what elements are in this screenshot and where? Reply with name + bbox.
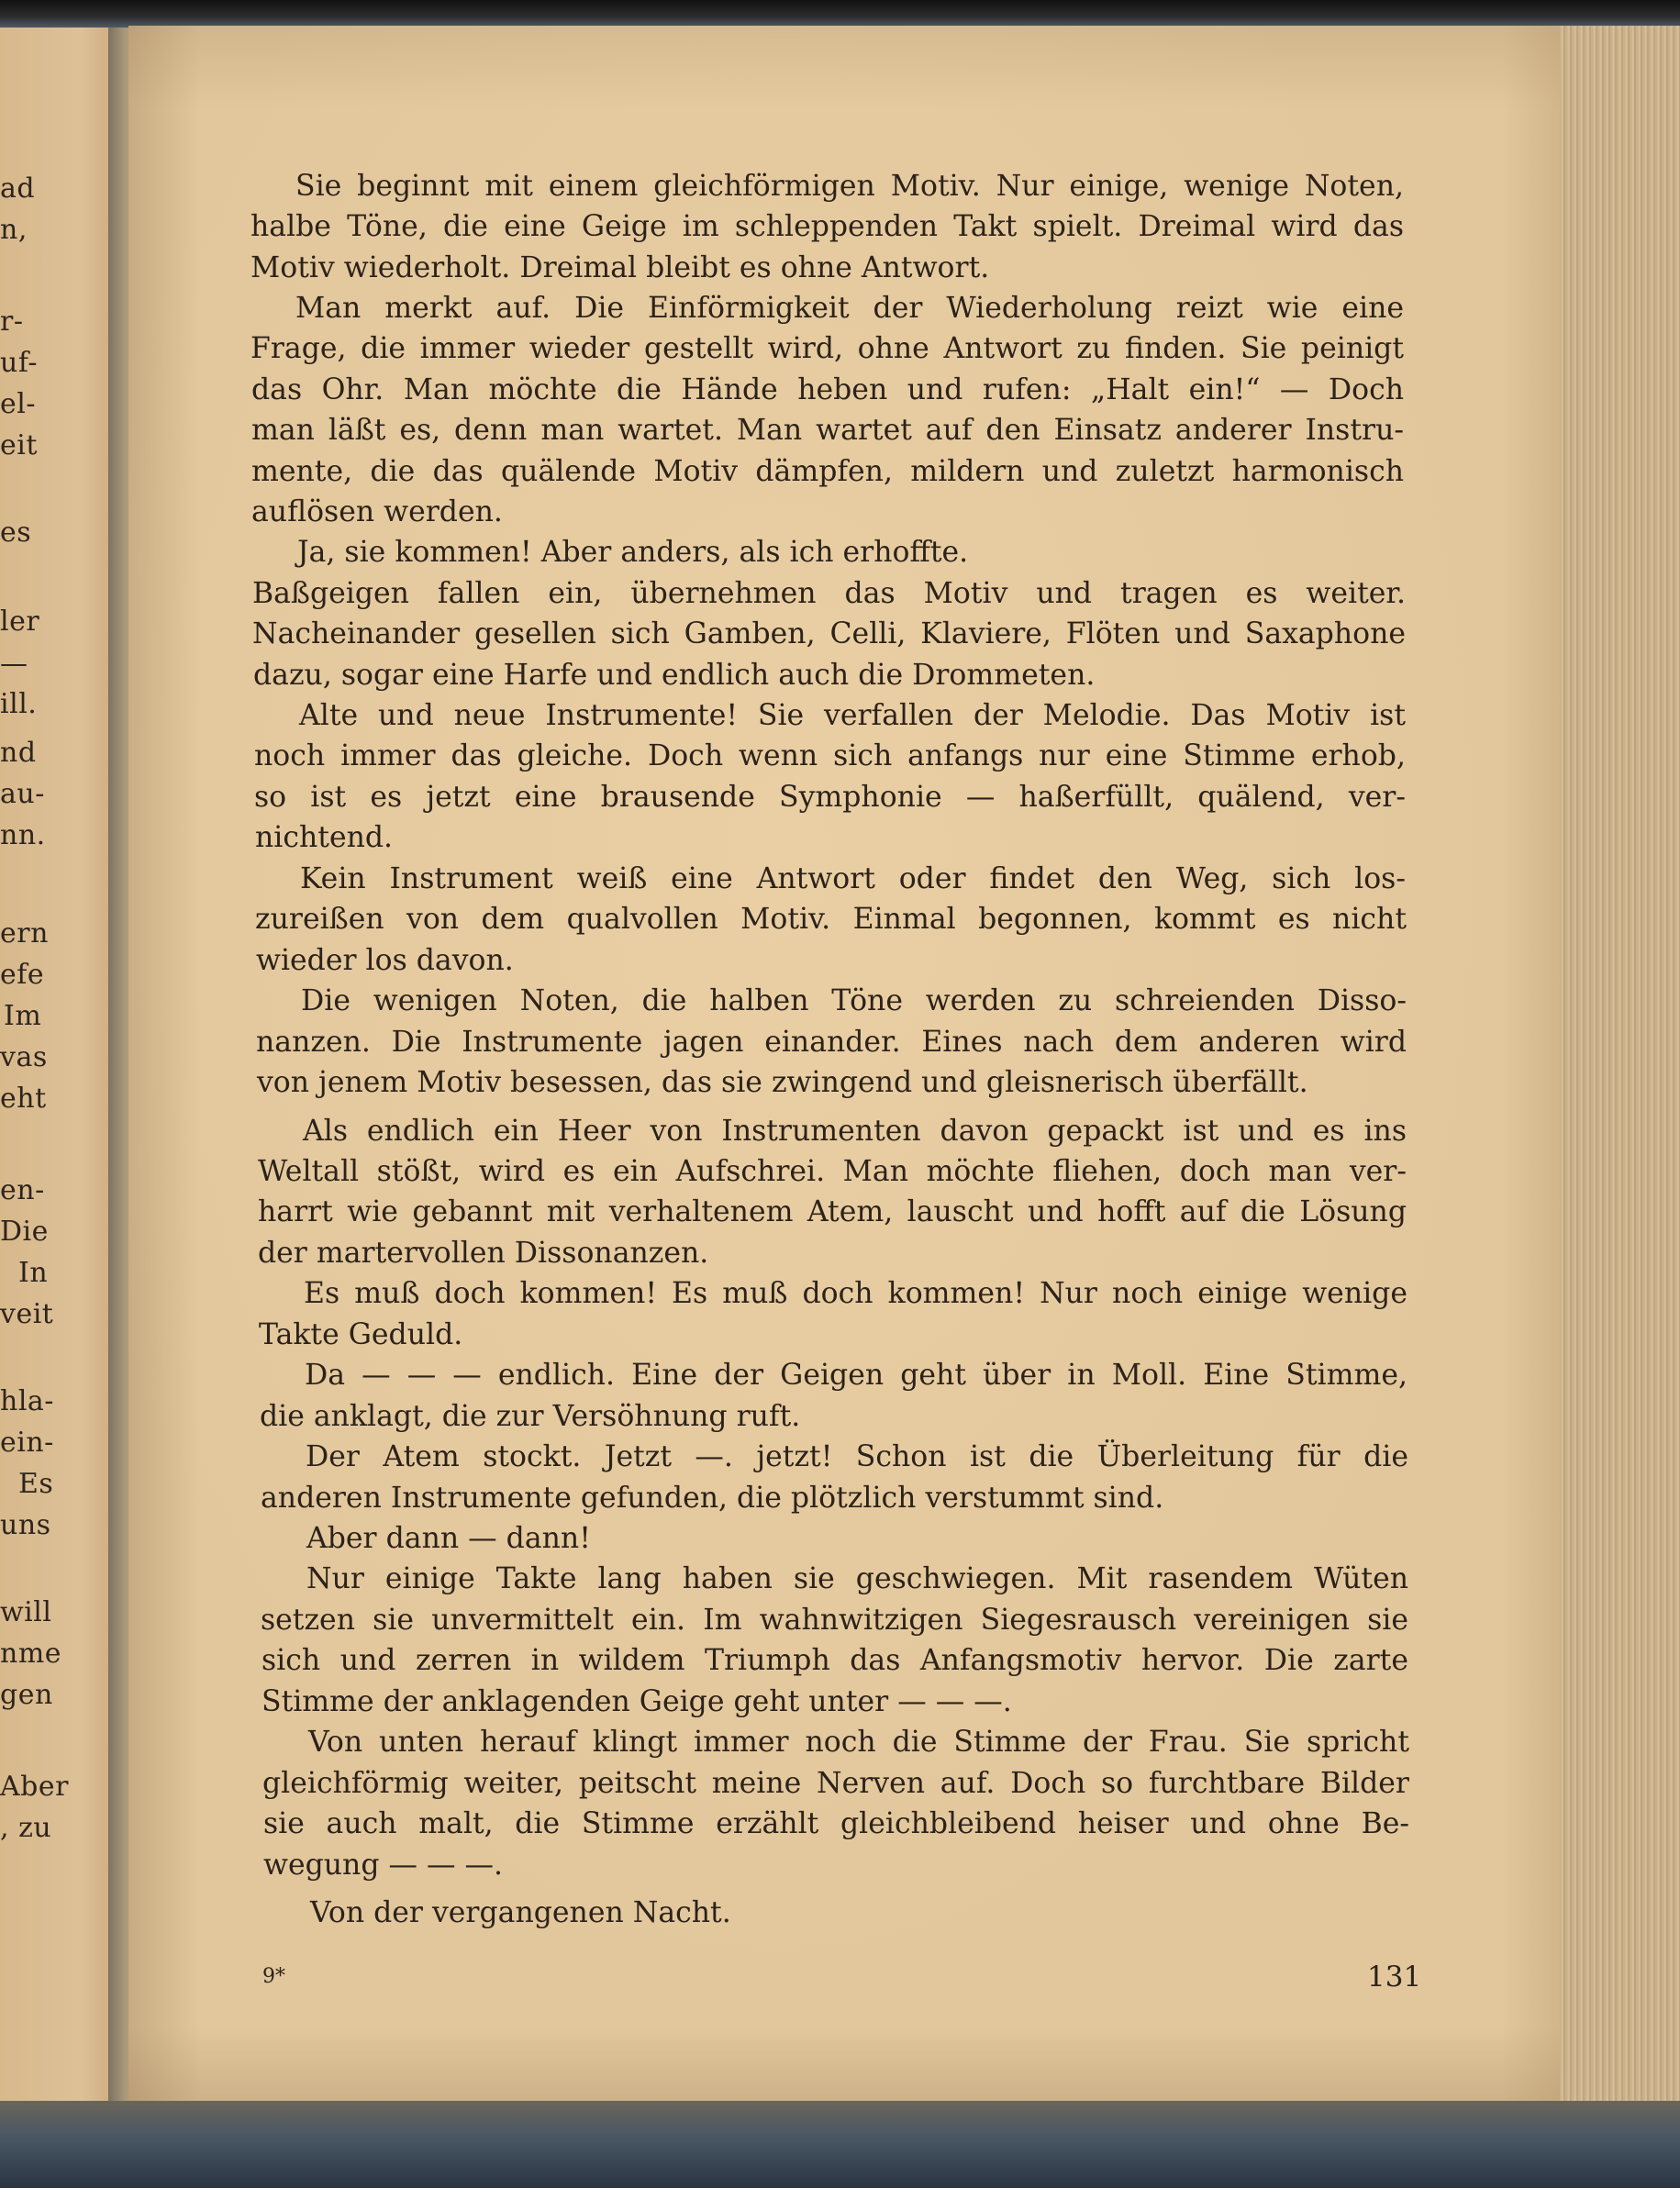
left-fragment: Es — [18, 1468, 54, 1500]
text-line: Aber dann — dann! — [306, 1522, 591, 1555]
left-fragment: , zu — [0, 1812, 52, 1844]
text-line: gleichförmig weiter, peitscht meine Nerven auf. Doch so furchtbare Bilder — [262, 1767, 1409, 1800]
text-line: Takte Geduld. — [259, 1318, 463, 1351]
text-line: Der Atem stockt. Jetzt —. jetzt! Schon ist die Überleitung für die — [306, 1440, 1408, 1473]
text-line: mente, die das quälende Motiv dämpfen, mildern und zuletzt harmonisch — [251, 455, 1404, 488]
left-fragment: ern — [0, 917, 49, 950]
text-line: Ja, sie kommen! Aber anders, als ich erhoffte. — [297, 536, 969, 569]
text-line: anderen Instrumente gefunden, die plötzlich verstummt sind. — [261, 1482, 1164, 1515]
text-line: man läßt es, denn man wartet. Man wartet auf den Einsatz anderer Instru- — [251, 414, 1404, 447]
left-fragment: eit — [0, 429, 38, 461]
left-fragment: In — [18, 1257, 49, 1289]
text-line: dazu, sogar eine Harfe und endlich auch die Drommeten. — [253, 659, 1096, 692]
left-fragment: n, — [0, 214, 28, 246]
text-line: Die wenigen Noten, die halben Töne werden zu schreienden Disso- — [301, 984, 1407, 1017]
text-line: Von der vergangenen Nacht. — [310, 1896, 731, 1929]
text-line: Weltall stößt, wird es ein Aufschrei. Man möchte fliehen, doch man ver- — [258, 1155, 1407, 1188]
left-fragment: en- — [0, 1174, 45, 1206]
left-fragment: nd — [0, 737, 37, 769]
left-fragment: uf- — [0, 347, 38, 379]
text-line: auflösen werden. — [251, 495, 503, 528]
text-line: Von unten herauf klingt immer noch die Stimme der Frau. Sie spricht — [308, 1726, 1409, 1759]
left-fragment: es — [0, 516, 32, 549]
left-fragment: — — [0, 648, 28, 680]
text-line: sich und zerren in wildem Triumph das Anfangsmotiv hervor. Die zarte — [261, 1644, 1408, 1677]
text-line: Frage, die immer wieder gestellt wird, ohne Antwort zu finden. Sie peinigt — [250, 332, 1404, 365]
text-line: nanzen. Die Instrumente jagen einander. Eines nach dem anderen wird — [256, 1026, 1407, 1059]
text-line: Nur einige Takte lang haben sie geschwiegen. Mit rasendem Wüten — [306, 1562, 1408, 1595]
text-line: die anklagt, die zur Versöhnung ruft. — [260, 1400, 801, 1433]
left-fragment: nme — [0, 1638, 62, 1670]
text-line: Als endlich ein Heer von Instrumenten davon gepackt ist und es ins — [303, 1115, 1407, 1148]
left-fragment: Im — [4, 1000, 42, 1032]
text-line: so ist es jetzt eine brausende Symphonie — haßerfüllt, quälend, ver- — [254, 781, 1406, 814]
text-line: Sie beginnt mit einem gleichförmigen Motiv. Nur einige, wenige Noten, — [295, 170, 1404, 203]
bottom-binding-strip — [0, 2101, 1680, 2188]
text-line: Baßgeigen fallen ein, übernehmen das Motiv und tragen es weiter. — [252, 577, 1406, 610]
text-line: noch immer das gleiche. Doch wenn sich anfangs nur eine Stimme erhob, — [254, 739, 1406, 772]
left-fragment: will — [0, 1596, 52, 1628]
text-line: Da — — — endlich. Eine der Geigen geht über in Moll. Eine Stimme, — [305, 1359, 1407, 1392]
page-number: 131 — [1367, 1960, 1422, 1994]
text-line: zureißen von dem qualvollen Motiv. Einmal begonnen, kommt es nicht — [255, 903, 1407, 936]
text-line: von jenem Motiv besessen, das sie zwingend und gleisnerisch überfällt. — [257, 1066, 1308, 1099]
text-line: Nacheinander gesellen sich Gamben, Celli, Klaviere, Flöten und Saxaphone — [252, 617, 1406, 650]
left-fragment: el- — [0, 388, 36, 420]
left-fragment: Aber — [0, 1771, 69, 1803]
text-line: wegung — — —. — [263, 1849, 504, 1882]
text-line: nichtend. — [255, 821, 394, 854]
text-line: das Ohr. Man möchte die Hände heben und rufen: „Halt ein!“ — Doch — [251, 373, 1404, 406]
left-fragment: r- — [0, 305, 24, 338]
text-line: Kein Instrument weiß eine Antwort oder findet den Weg, sich los- — [300, 862, 1406, 895]
left-fragment: eht — [0, 1083, 47, 1115]
text-line: Man merkt auf. Die Einförmigkeit der Wiederholung reizt wie eine — [295, 292, 1404, 325]
left-fragment: hla- — [0, 1385, 54, 1417]
text-line: sie auch malt, die Stimme erzählt gleichbleibend heiser und ohne Be- — [263, 1807, 1409, 1840]
left-fragment: Die — [0, 1216, 49, 1248]
text-line: halbe Töne, die eine Geige im schleppenden Takt spielt. Dreimal wird das — [250, 210, 1404, 243]
left-fragment: ill. — [0, 688, 38, 720]
left-fragment: au- — [0, 778, 45, 810]
text-line: der martervollen Dissonanzen. — [258, 1237, 709, 1270]
signature-mark: 9* — [262, 1965, 285, 1988]
text-line: setzen sie unvermittelt ein. Im wahnwitzigen Siegesrausch vereinigen sie — [261, 1604, 1408, 1637]
left-fragment: ein- — [0, 1427, 54, 1459]
text-line: Es muß doch kommen! Es muß doch kommen! Nur noch einige wenige — [304, 1277, 1407, 1310]
left-fragment: nn. — [0, 819, 46, 851]
left-fragment: efe — [0, 959, 45, 991]
left-fragment: ad — [0, 172, 36, 205]
left-fragment: veit — [0, 1298, 54, 1330]
text-line: wieder los davon. — [256, 944, 514, 977]
text-line: Alte und neue Instrumente! Sie verfallen der Melodie. Das Motiv ist — [299, 699, 1406, 732]
text-line: harrt wie gebannt mit verhaltenem Atem, lauscht und hofft auf die Lösung — [258, 1195, 1407, 1228]
left-fragment: uns — [0, 1509, 51, 1541]
left-fragment: vas — [0, 1041, 48, 1073]
left-fragment: gen — [0, 1679, 53, 1711]
text-line: Motiv wiederholt. Dreimal bleibt es ohne Antwort. — [250, 251, 990, 284]
text-line: Stimme der anklagenden Geige geht unter — — —. — [261, 1685, 1012, 1718]
left-fragment: ler — [0, 605, 40, 638]
page-edges — [1560, 26, 1680, 2108]
